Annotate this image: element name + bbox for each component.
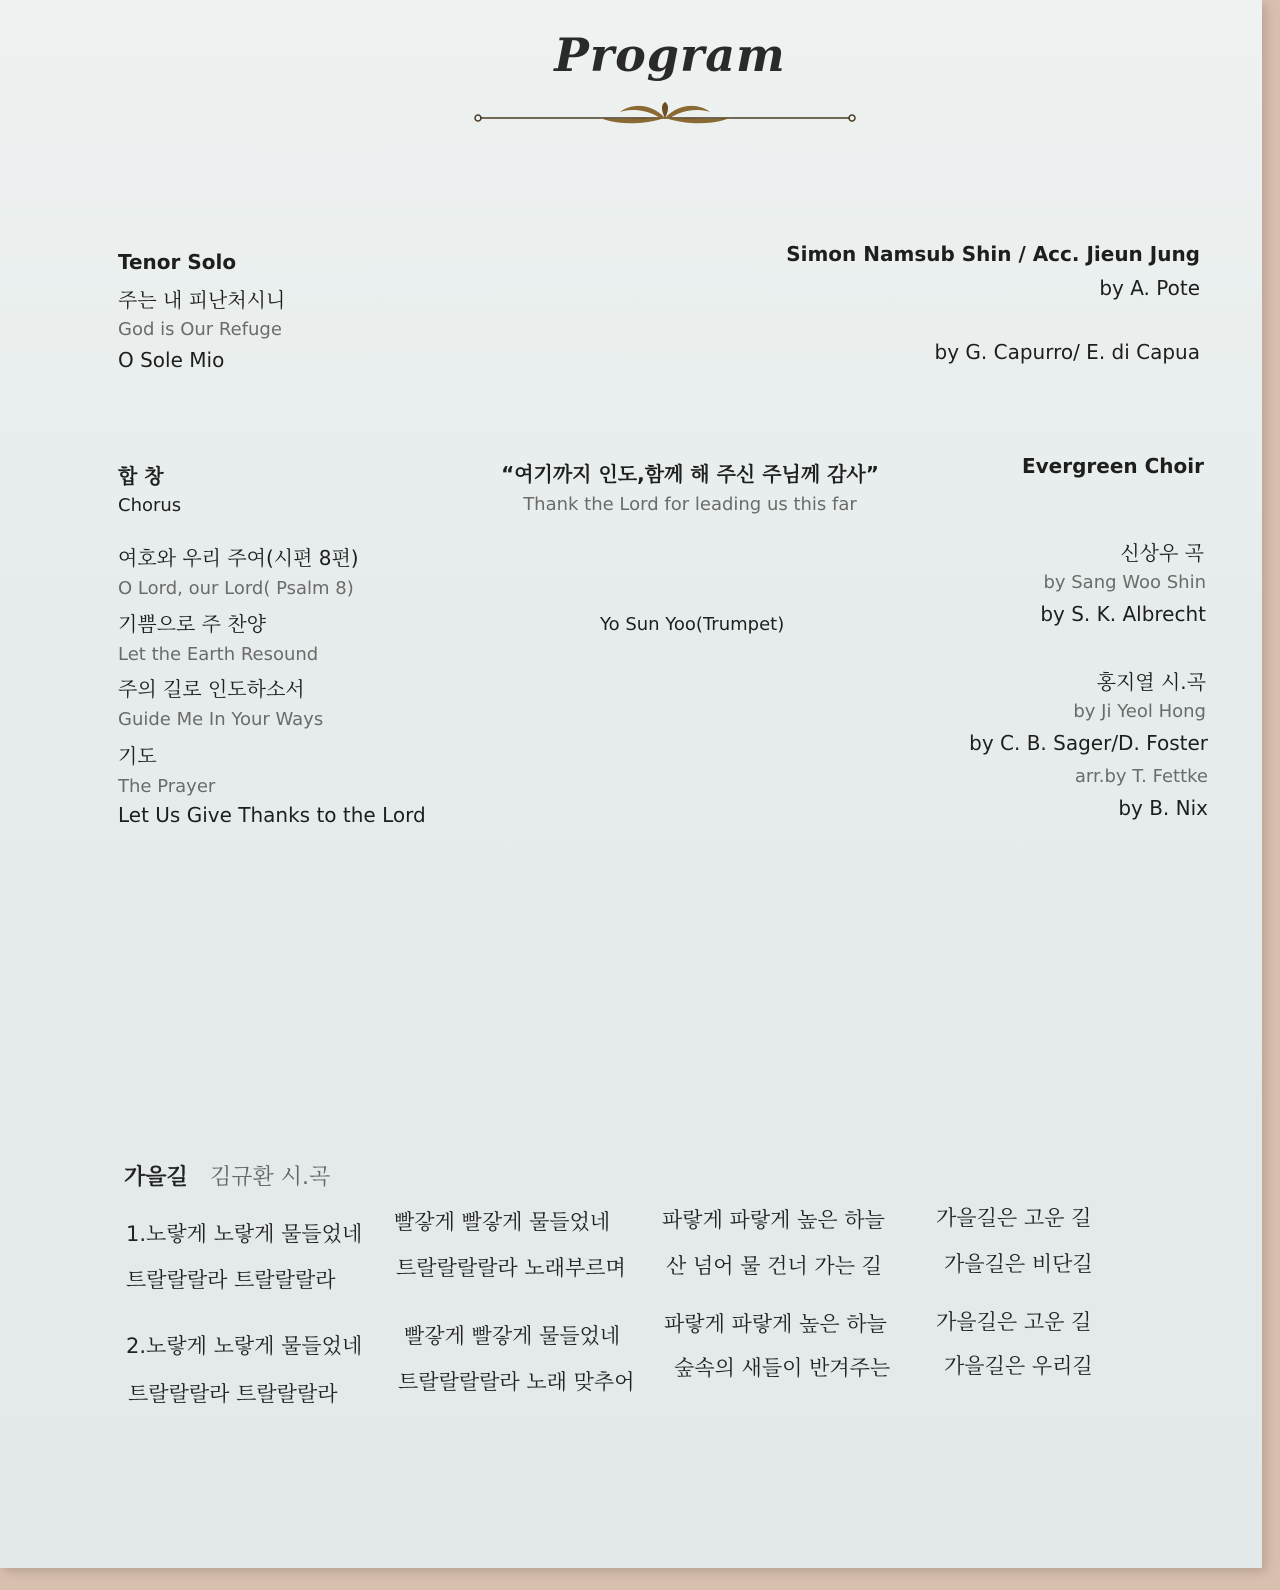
chorus-song1-en: O Lord, our Lord( Psalm 8) [118, 578, 354, 599]
lyric-v2l1-c: 파랗게 파랗게 높은 하늘 [664, 1312, 887, 1336]
page-title: Program [554, 28, 786, 82]
lyric-v1l1-c: 파랗게 파랗게 높은 하늘 [662, 1208, 885, 1232]
tenor-solo-label: Tenor Solo [118, 250, 237, 274]
chorus-song3-by-en: by Ji Yeol Hong [1073, 701, 1206, 722]
song-title: 가을길 [124, 1165, 188, 1190]
chorus-song5-title: Let Us Give Thanks to the Lord [118, 803, 426, 827]
flourish-icon [470, 100, 860, 134]
lyric-v2l1-a: 2.노랗게 노랗게 물들었네 [126, 1334, 363, 1358]
lyric-v1l1-a: 1.노랗게 노랗게 물들었네 [126, 1222, 363, 1246]
ornament-divider [470, 100, 860, 138]
song-author: 김규환 시.곡 [210, 1165, 331, 1190]
tenor-song1-by: by A. Pote [1099, 276, 1200, 300]
lyric-v1l2-a: 트랄랄랄라 트랄랄랄라 [126, 1268, 336, 1292]
tenor-song2-by: by G. Capurro/ E. di Capua [934, 340, 1200, 364]
chorus-song2-note: Yo Sun Yoo(Trumpet) [600, 614, 785, 635]
chorus-song2-ko: 기쁨으로 주 찬양 [118, 612, 266, 636]
lyric-v1l1-d: 가을길은 고운 길 [936, 1206, 1092, 1230]
chorus-song4-ko: 기도 [118, 744, 157, 768]
tenor-song1-ko: 주는 내 피난처시니 [118, 288, 286, 312]
chorus-song3-en: Guide Me In Your Ways [118, 709, 324, 730]
lyric-v1l2-c: 산 넘어 물 건너 가는 길 [666, 1254, 882, 1278]
chorus-song4-by: by C. B. Sager/D. Foster [969, 731, 1208, 755]
lyric-v2l1-b: 빨갛게 빨갛게 물들었네 [404, 1324, 621, 1348]
chorus-song1-by-ko: 신상우 곡 [1120, 541, 1204, 565]
chorus-song2-by: by S. K. Albrecht [1040, 602, 1206, 626]
chorus-theme-en: Thank the Lord for leading us this far [523, 494, 857, 515]
chorus-label-en: Chorus [118, 495, 182, 516]
chorus-song2-en: Let the Earth Resound [118, 644, 319, 665]
tenor-performers: Simon Namsub Shin / Acc. Jieun Jung [786, 242, 1200, 266]
lyric-v1l1-b: 빨갛게 빨갛게 물들었네 [394, 1210, 611, 1234]
tenor-song2: O Sole Mio [118, 348, 225, 372]
chorus-label-ko: 합 창 [118, 464, 164, 488]
chorus-song4-arr: arr.by T. Fettke [1074, 766, 1208, 787]
lyric-v1l2-d: 가을길은 비단길 [944, 1252, 1093, 1276]
chorus-song4-en: The Prayer [118, 776, 216, 797]
lyric-v2l2-a: 트랄랄랄라 트랄랄랄라 [128, 1382, 338, 1406]
tenor-song1-en: God is Our Refuge [118, 319, 282, 340]
chorus-song5-by: by B. Nix [1118, 796, 1208, 820]
chorus-theme-ko: “여기까지 인도,함께 해 주신 주님께 감사” [501, 462, 879, 486]
chorus-song3-by-ko: 홍지열 시.곡 [1096, 670, 1206, 694]
lyric-v2l2-c: 숲속의 새들이 반겨주는 [674, 1356, 891, 1380]
chorus-song3-ko: 주의 길로 인도하소서 [118, 677, 305, 701]
lyric-v1l2-b: 트랄랄랄랄라 노래부르며 [396, 1256, 626, 1280]
lyric-v2l1-d: 가을길은 고운 길 [936, 1310, 1092, 1334]
chorus-song1-by-en: by Sang Woo Shin [1043, 572, 1206, 593]
lyric-v2l2-d: 가을길은 우리길 [944, 1354, 1093, 1378]
chorus-song1-ko: 여호와 우리 주여(시편 8편) [118, 546, 359, 570]
choir-name: Evergreen Choir [1021, 454, 1204, 478]
lyric-v2l2-b: 트랄랄랄랄라 노래 맞추어 [398, 1370, 635, 1394]
